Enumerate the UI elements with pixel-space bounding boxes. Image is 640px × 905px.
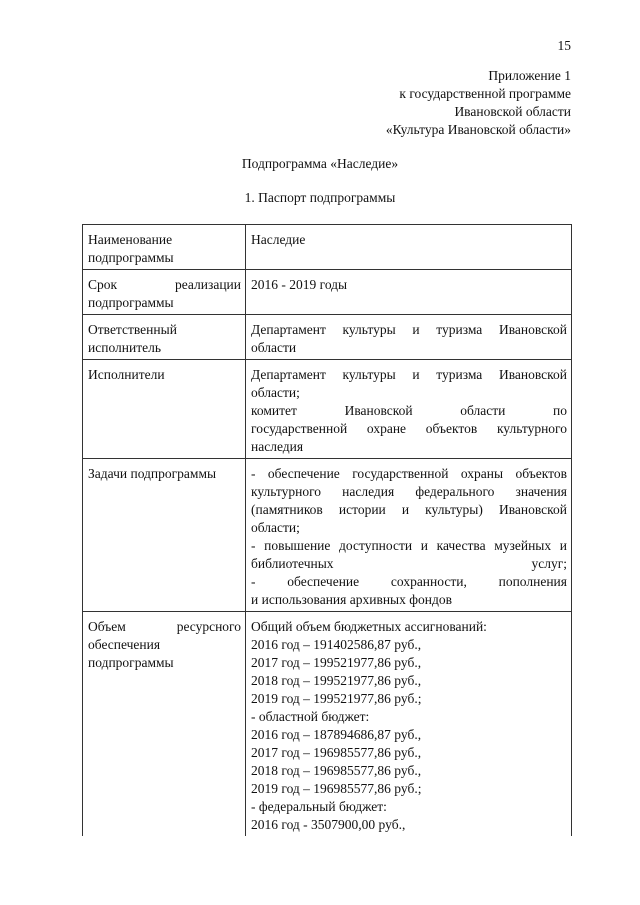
row-name-line: подпрограммы [88, 295, 174, 310]
row-value-line: Общий объем бюджетных ассигнований: [251, 619, 487, 634]
page-number: 15 [557, 38, 571, 53]
subprogram-title: Подпрограмма «Наследие» [241, 156, 399, 171]
row-value-line: 2019 год – 199521977,86 руб.; [251, 691, 422, 706]
row-value-line: 2019 год – 196985577,86 руб.; [251, 781, 422, 796]
row-value-line: 2016 год - 3507900,00 руб., [251, 817, 406, 832]
row-value-cell [246, 360, 572, 459]
row-name-line: подпрограммы [88, 655, 174, 670]
table-row [83, 360, 572, 459]
row-name-cell [83, 270, 246, 315]
appendix-line: «Культура Ивановской области» [385, 122, 571, 137]
row-name-cell [83, 459, 246, 612]
row-value-line: - федеральный бюджет: [251, 799, 387, 814]
row-name-line: Ответственный [88, 322, 177, 337]
appendix-line: Ивановской области [454, 104, 571, 119]
row-value-line: Департамент культуры и туризма Ивановской [251, 322, 567, 337]
row-value-line: культурного наследия федерального значения [251, 484, 567, 499]
row-value-line: 2017 год – 199521977,86 руб., [251, 655, 422, 670]
row-value-line: комитет Ивановской области по [251, 403, 567, 418]
row-name-line: Наименование [88, 232, 173, 247]
row-name-cell [83, 612, 246, 837]
passport-title: 1. Паспорт подпрограммы [244, 190, 396, 205]
row-name-line: обеспечения [88, 637, 161, 652]
row-value-line: - обеспечение сохранности, пополнения [251, 574, 567, 589]
row-value-line: области; [251, 385, 300, 400]
row-value-line: Департамент культуры и туризма Ивановской [251, 367, 567, 382]
row-name-cell [83, 360, 246, 459]
row-value-line: 2016 год – 187894686,87 руб., [251, 727, 422, 742]
row-value-cell [246, 225, 572, 270]
row-value-line: наследия [251, 439, 304, 454]
table-row [83, 612, 572, 837]
table-row [83, 459, 572, 612]
row-value-cell [246, 315, 572, 360]
row-value-line: и использования архивных фондов [251, 592, 452, 607]
row-name-line: Задачи подпрограммы [88, 466, 217, 481]
row-value-line: - областной бюджет: [251, 709, 370, 724]
row-value-line: государственной охране объектов культурного [251, 421, 567, 436]
passport-table [82, 224, 572, 836]
table-row [83, 270, 572, 315]
row-name-line: подпрограммы [88, 250, 174, 265]
row-name-cell [83, 225, 246, 270]
row-value-cell [246, 612, 572, 837]
row-value-line: (памятников истории и культуры) Ивановской [251, 502, 567, 517]
table-row [83, 225, 572, 270]
row-value-line: 2016 год – 191402586,87 руб., [251, 637, 422, 652]
row-value-line: области [251, 340, 297, 355]
row-value-line: библиотечных услуг; [251, 556, 567, 571]
appendix-line: к государственной программе [399, 86, 571, 101]
appendix-line: Приложение 1 [488, 68, 571, 83]
row-name-line: исполнитель [88, 340, 161, 355]
row-value-line: 2018 год – 196985577,86 руб., [251, 763, 422, 778]
row-value-line: области; [251, 520, 300, 535]
row-value-line: 2018 год – 199521977,86 руб., [251, 673, 422, 688]
row-name-cell [83, 315, 246, 360]
row-value-line: Наследие [251, 232, 306, 247]
table-row [83, 315, 572, 360]
row-value-line: 2017 год – 196985577,86 руб., [251, 745, 422, 760]
row-value-line: 2016 - 2019 годы [251, 277, 348, 292]
row-value-cell [246, 270, 572, 315]
row-name-line: Исполнители [88, 367, 165, 382]
row-value-line: - обеспечение государственной охраны объектов [251, 466, 567, 481]
appendix-header [386, 67, 571, 139]
row-name-line: Объем ресурсного [88, 619, 241, 634]
row-value-cell [246, 459, 572, 612]
row-name-line: Срок реализации [88, 277, 241, 292]
row-value-line: - повышение доступности и качества музейных и [251, 538, 567, 553]
